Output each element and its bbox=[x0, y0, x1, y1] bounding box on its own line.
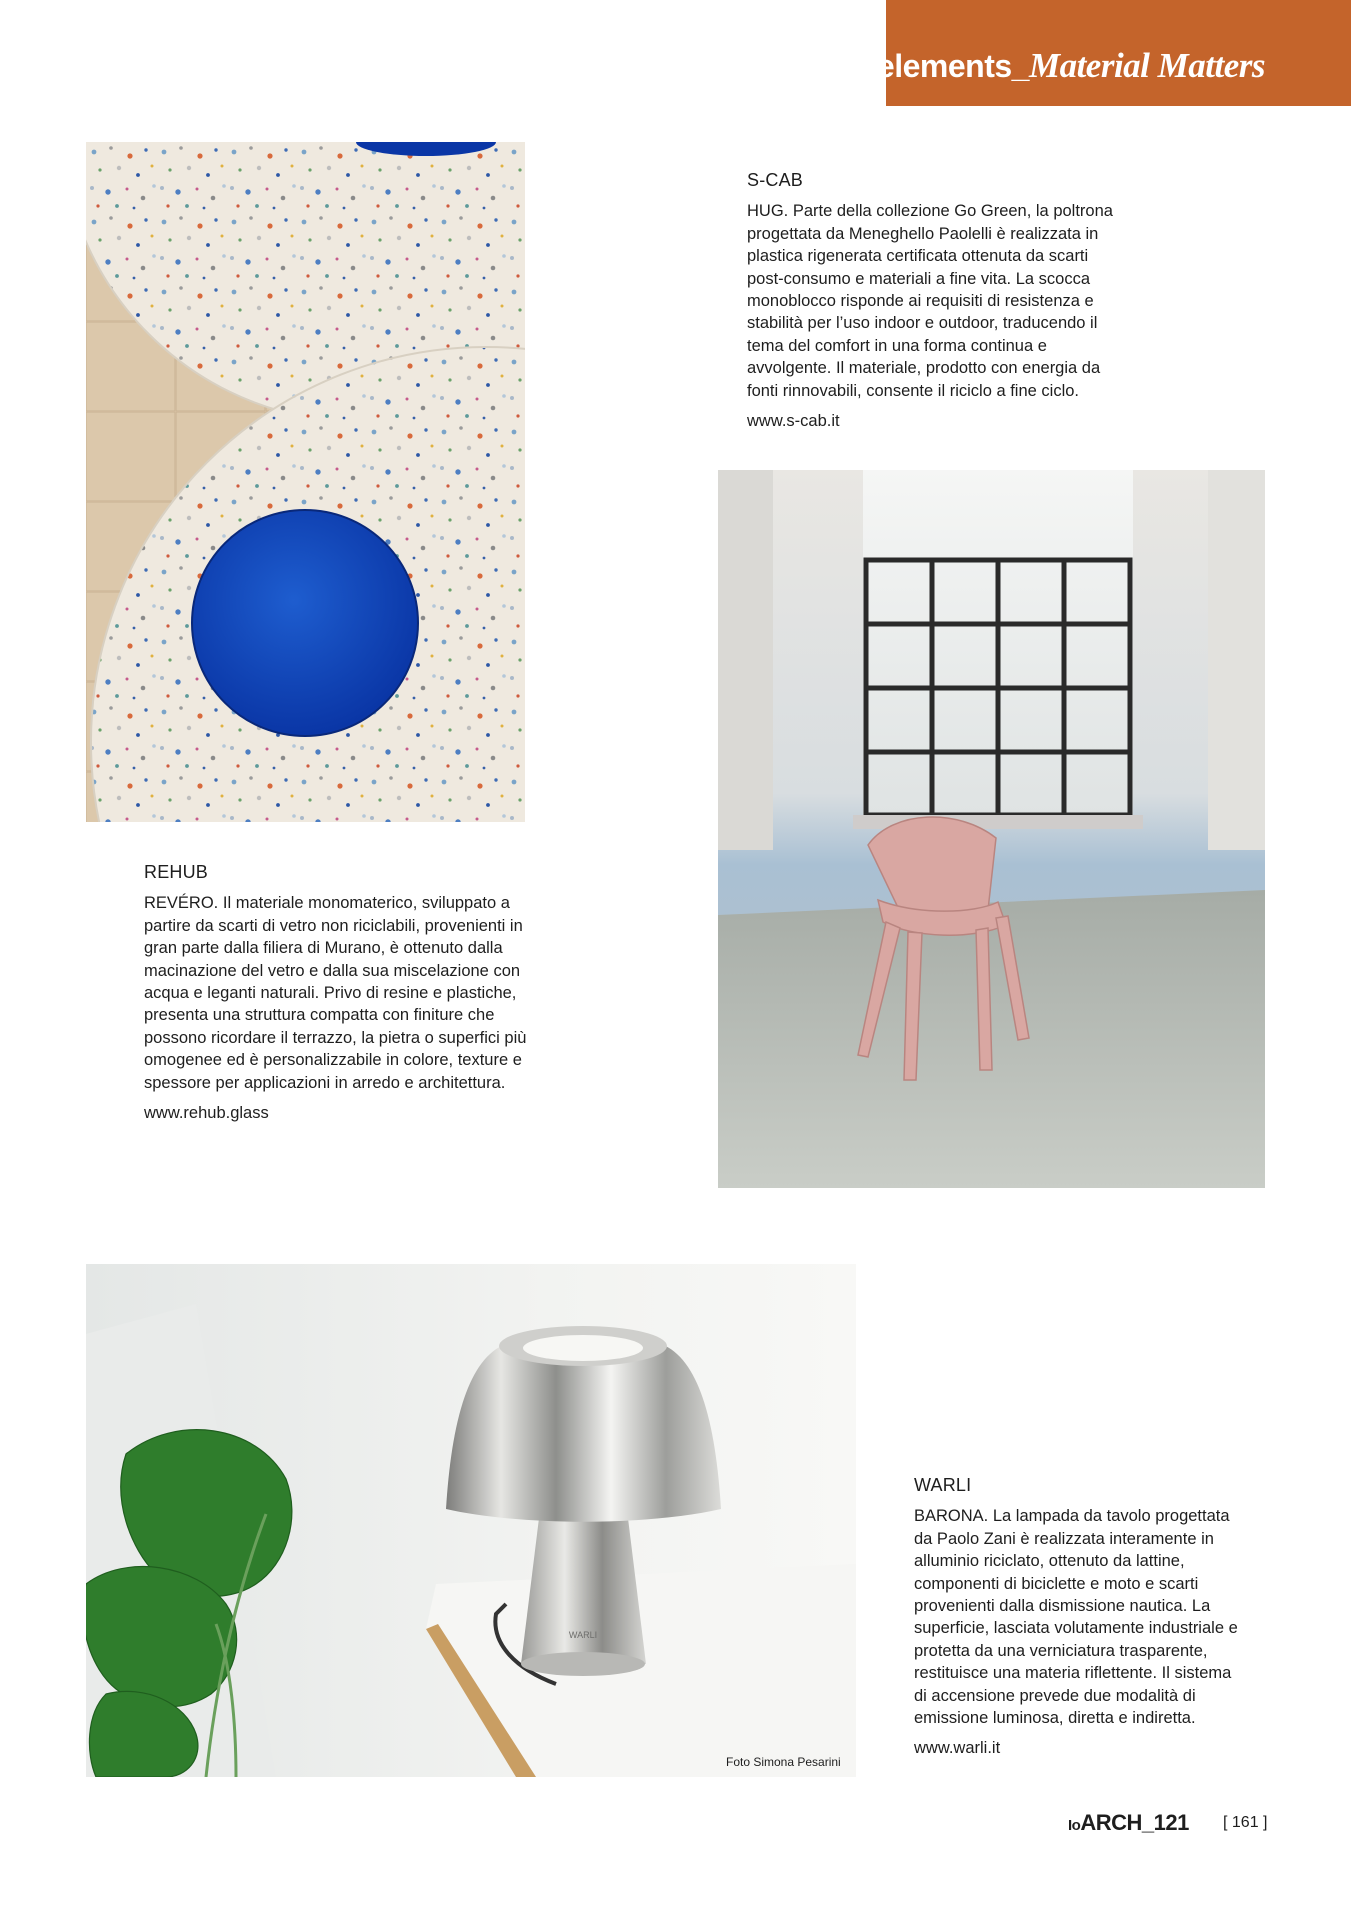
article-text: Il materiale monomaterico, sviluppato a partire da scarti di vetro non riciclabili, provenienti in gran parte dalla filiera di Murano, è ottenuto dalla macinazione del vetro e dalla sua miscelazione con acqua e leganti naturali. Privo di resine e plastiche, presenta una struttura compatta con finiture che possono ricordare il terrazzo, la pietra o superfici più omogenee ed è personalizzabile in colore, texture e spessore per applicazioni in arredo e architettura. bbox=[144, 894, 527, 1092]
product-name: BARONA. bbox=[914, 1507, 989, 1526]
article-body bbox=[144, 892, 529, 1094]
article-text: La lampada da tavolo progettata da Paolo Zani è realizzata interamente in alluminio riciclato, ottenuto da lattine, componenti di biciclette e moto e scarti provenienti dalla dismissione nautica. La superficie, lasciata volutamente industriale e protetta da una verniciatura trasparente, restituisce una materia riflettente. Il sistema di accensione prevede due modalità di emissione luminosa, diretta e indiretta. bbox=[914, 1507, 1238, 1728]
magazine-prefix: Io bbox=[1068, 1817, 1081, 1834]
magazine-issue bbox=[1068, 1810, 1189, 1836]
magazine-name: ARCH_121 bbox=[1080, 1810, 1189, 1835]
lamp-engraving: WARLI bbox=[568, 1630, 598, 1640]
website-link[interactable]: www.rehub.glass bbox=[144, 1104, 269, 1123]
page-number: [ 161 ] bbox=[1223, 1814, 1268, 1831]
article-body bbox=[914, 1505, 1244, 1729]
article-scab bbox=[747, 169, 1127, 432]
brand-name: WARLI bbox=[914, 1475, 972, 1495]
article-text: Parte della collezione Go Green, la poltrona progettata da Meneghello Paolelli è realizzata in plastica rigenerata certificata ottenuta da scarti post-consumo e materiali a fine vita. La scocca monoblocco risponde ai requisiti di resistenza e stabilità per l’uso indoor e outdoor, traducendo il tema del comfort in una forma continua e avvolgente. Il materiale, prodotto con energia da fonti rinnovabili, consente il riciclo a fine ciclo. bbox=[747, 202, 1113, 400]
section-header-title bbox=[877, 46, 1265, 86]
scab-chair-photo bbox=[718, 470, 1265, 1188]
product-name: HUG. bbox=[747, 202, 789, 221]
article-warli bbox=[914, 1474, 1244, 1760]
article-body bbox=[747, 200, 1127, 402]
website-link[interactable]: www.warli.it bbox=[914, 1739, 1001, 1758]
article-rehub bbox=[144, 861, 529, 1124]
section-prefix: elements_ bbox=[876, 48, 1029, 84]
rehub-terrazzo-photo bbox=[86, 142, 525, 822]
photo-credit: Foto Simona Pesarini bbox=[726, 1755, 841, 1769]
section-title: Material Matters bbox=[1028, 46, 1265, 85]
warli-lamp-photo bbox=[86, 1264, 856, 1777]
brand-name: S-CAB bbox=[747, 170, 804, 190]
product-name: REVÉRO. bbox=[144, 894, 219, 913]
brand-name: REHUB bbox=[144, 862, 209, 882]
website-link[interactable]: www.s-cab.it bbox=[747, 412, 840, 431]
